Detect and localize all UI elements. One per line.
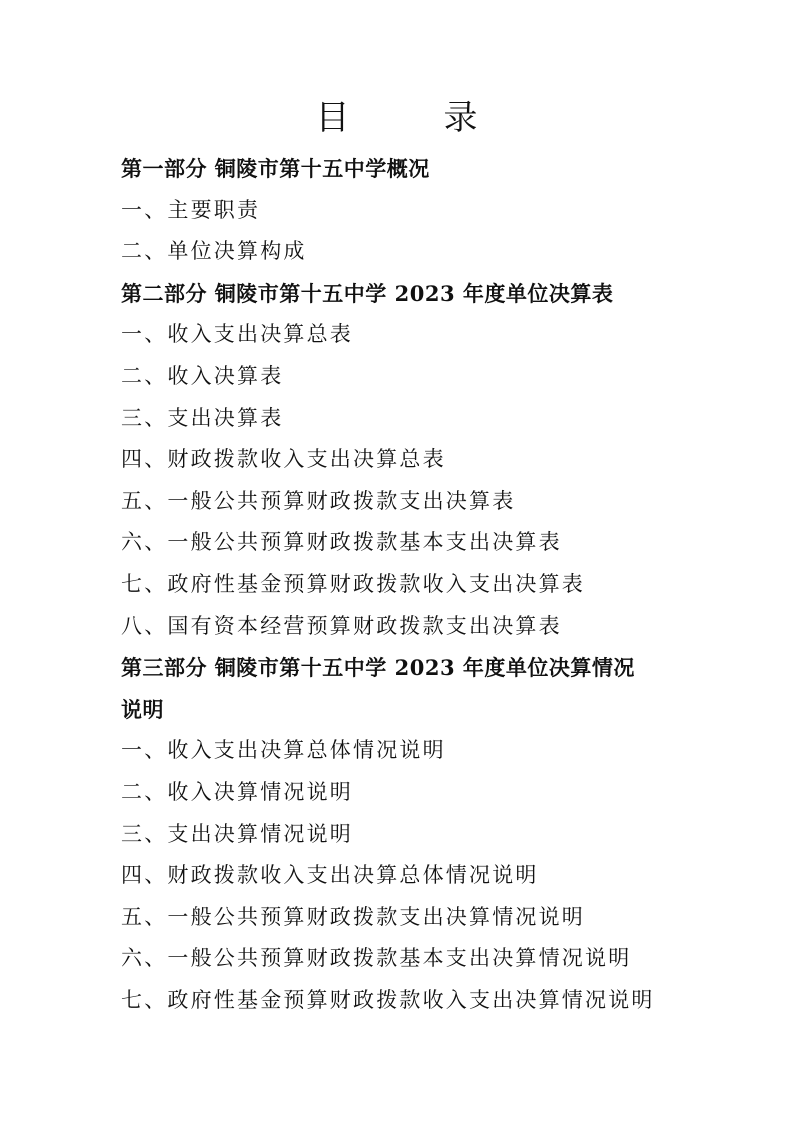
part-heading-1: 第一部分 铜陵市第十五中学概况: [121, 156, 430, 181]
toc-item: 二、收入决算情况说明: [121, 779, 353, 804]
toc-item: 六、一般公共预算财政拨款基本支出决算情况说明: [121, 946, 632, 971]
toc-item: 四、财政拨款收入支出决算总体情况说明: [121, 863, 539, 888]
part-heading-2: 第二部分 铜陵市第十五中学 2023 年度单位决算表: [121, 280, 614, 306]
toc-item: 八、国有资本经营预算财政拨款支出决算表: [121, 613, 562, 638]
toc-item: 二、单位决算构成: [121, 239, 307, 264]
toc-item: 六、一般公共预算财政拨款基本支出决算表: [121, 530, 562, 555]
toc-item: 一、收入支出决算总体情况说明: [121, 738, 446, 763]
toc-title: 目 录: [315, 98, 508, 138]
part-heading-3: 第三部分 铜陵市第十五中学 2023 年度单位决算情况: [121, 655, 635, 681]
toc-item: 七、政府性基金预算财政拨款收入支出决算情况说明: [121, 987, 655, 1012]
toc-item: 五、一般公共预算财政拨款支出决算表: [121, 488, 516, 513]
toc-item: 三、支出决算情况说明: [121, 821, 353, 846]
toc-item: 五、一般公共预算财政拨款支出决算情况说明: [121, 904, 585, 929]
toc-item: 二、收入决算表: [121, 363, 284, 388]
toc-item: 一、主要职责: [121, 197, 261, 222]
toc-item: 一、收入支出决算总表: [121, 322, 353, 347]
toc-item: 三、支出决算表: [121, 405, 284, 430]
toc-list: [121, 148, 701, 1021]
toc-item: 四、财政拨款收入支出决算总表: [121, 447, 446, 472]
toc-item: 七、政府性基金预算财政拨款收入支出决算表: [121, 571, 585, 596]
part-heading-3-continued: 说明: [121, 696, 164, 722]
